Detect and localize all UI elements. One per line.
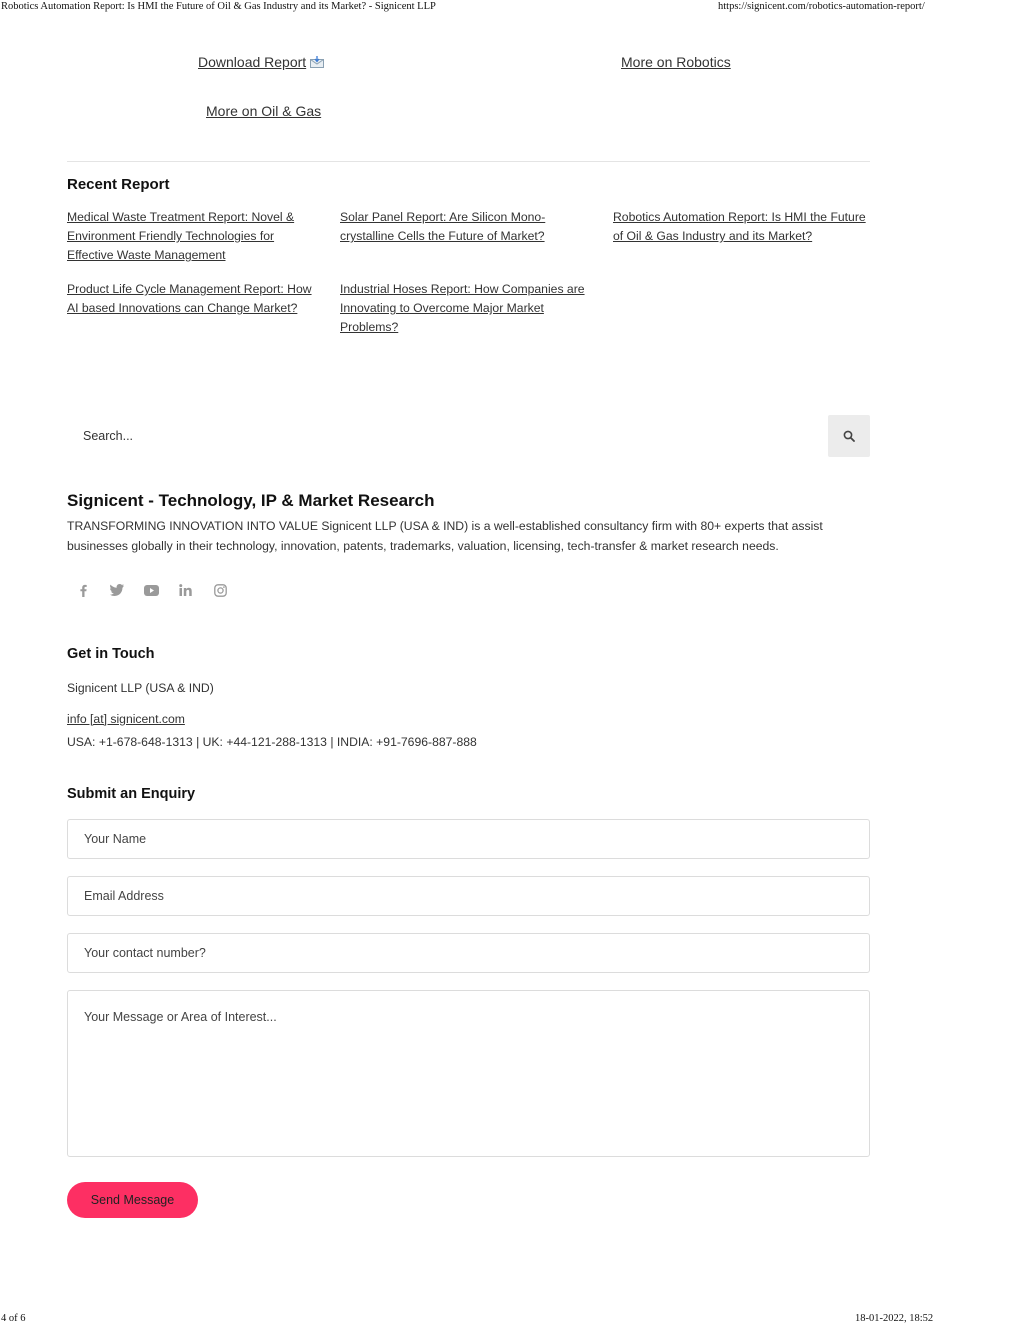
print-page-url: https://signicent.com/robotics-automation-report/ <box>718 1 925 12</box>
search-form <box>67 415 870 457</box>
print-footer <box>0 1313 1024 1325</box>
submit-enquiry-heading: Submit an Enquiry <box>67 786 196 802</box>
recent-report-link[interactable]: Robotics Automation Report: Is HMI the Future of Oil & Gas Industry and its Market? <box>613 210 866 243</box>
search-icon <box>843 430 855 442</box>
recent-report-link[interactable]: Product Life Cycle Management Report: How AI based Innovations can Change Market? <box>67 282 312 315</box>
print-page-title: Robotics Automation Report: Is HMI the Future of Oil & Gas Industry and its Market? - Signicent LLP <box>1 1 436 12</box>
recent-report-heading: Recent Report <box>67 176 170 193</box>
phone-field[interactable] <box>67 933 870 973</box>
more-oil-gas-link[interactable]: More on Oil & Gas <box>206 103 322 119</box>
print-header <box>0 1 1024 15</box>
recent-report-link[interactable]: Solar Panel Report: Are Silicon Mono-crystalline Cells the Future of Market? <box>340 210 546 243</box>
linkedin-icon[interactable] <box>176 581 194 599</box>
email-field[interactable] <box>67 876 870 916</box>
send-message-button[interactable]: Send Message <box>67 1182 198 1218</box>
search-input[interactable] <box>67 415 828 457</box>
more-robotics-link[interactable]: More on Robotics <box>621 54 731 70</box>
brand-description: TRANSFORMING INNOVATION INTO VALUE Signicent LLP (USA & IND) is a well-established consultancy firm with 80+ experts that assist businesses globally in their technology, innovation, patents, trademarks, valuation, licensing, tech-transfer & market research needs. <box>67 519 823 553</box>
print-datetime: 18-01-2022, 18:52 <box>855 1313 934 1324</box>
recent-report-link[interactable]: Industrial Hoses Report: How Companies are Innovating to Overcome Major Market Problems? <box>340 282 585 334</box>
twitter-icon[interactable] <box>108 581 126 599</box>
recent-report-link[interactable]: Medical Waste Treatment Report: Novel & Environment Friendly Technologies for Effective Waste Management <box>67 210 295 262</box>
brand-title: Signicent - Technology, IP & Market Research <box>67 491 435 510</box>
phone-numbers: USA: +1-678-648-1313 | UK: +44-121-288-1313 | INDIA: +91-7696-887-888 <box>67 735 477 749</box>
message-field[interactable] <box>67 990 870 1157</box>
download-report-link[interactable] <box>198 54 324 70</box>
facebook-icon[interactable] <box>74 581 92 599</box>
name-field[interactable] <box>67 819 870 859</box>
youtube-icon[interactable] <box>142 581 160 599</box>
section-divider <box>67 161 870 162</box>
search-button[interactable] <box>828 415 870 457</box>
email-link[interactable]: info [at] signicent.com <box>67 712 185 726</box>
company-name: Signicent LLP (USA & IND) <box>67 681 214 695</box>
envelope-download-icon <box>310 56 324 68</box>
download-report-label: Download Report <box>198 54 307 70</box>
page-number: 4 of 6 <box>1 1313 26 1324</box>
get-in-touch-heading: Get in Touch <box>67 646 155 662</box>
instagram-icon[interactable] <box>211 581 229 599</box>
